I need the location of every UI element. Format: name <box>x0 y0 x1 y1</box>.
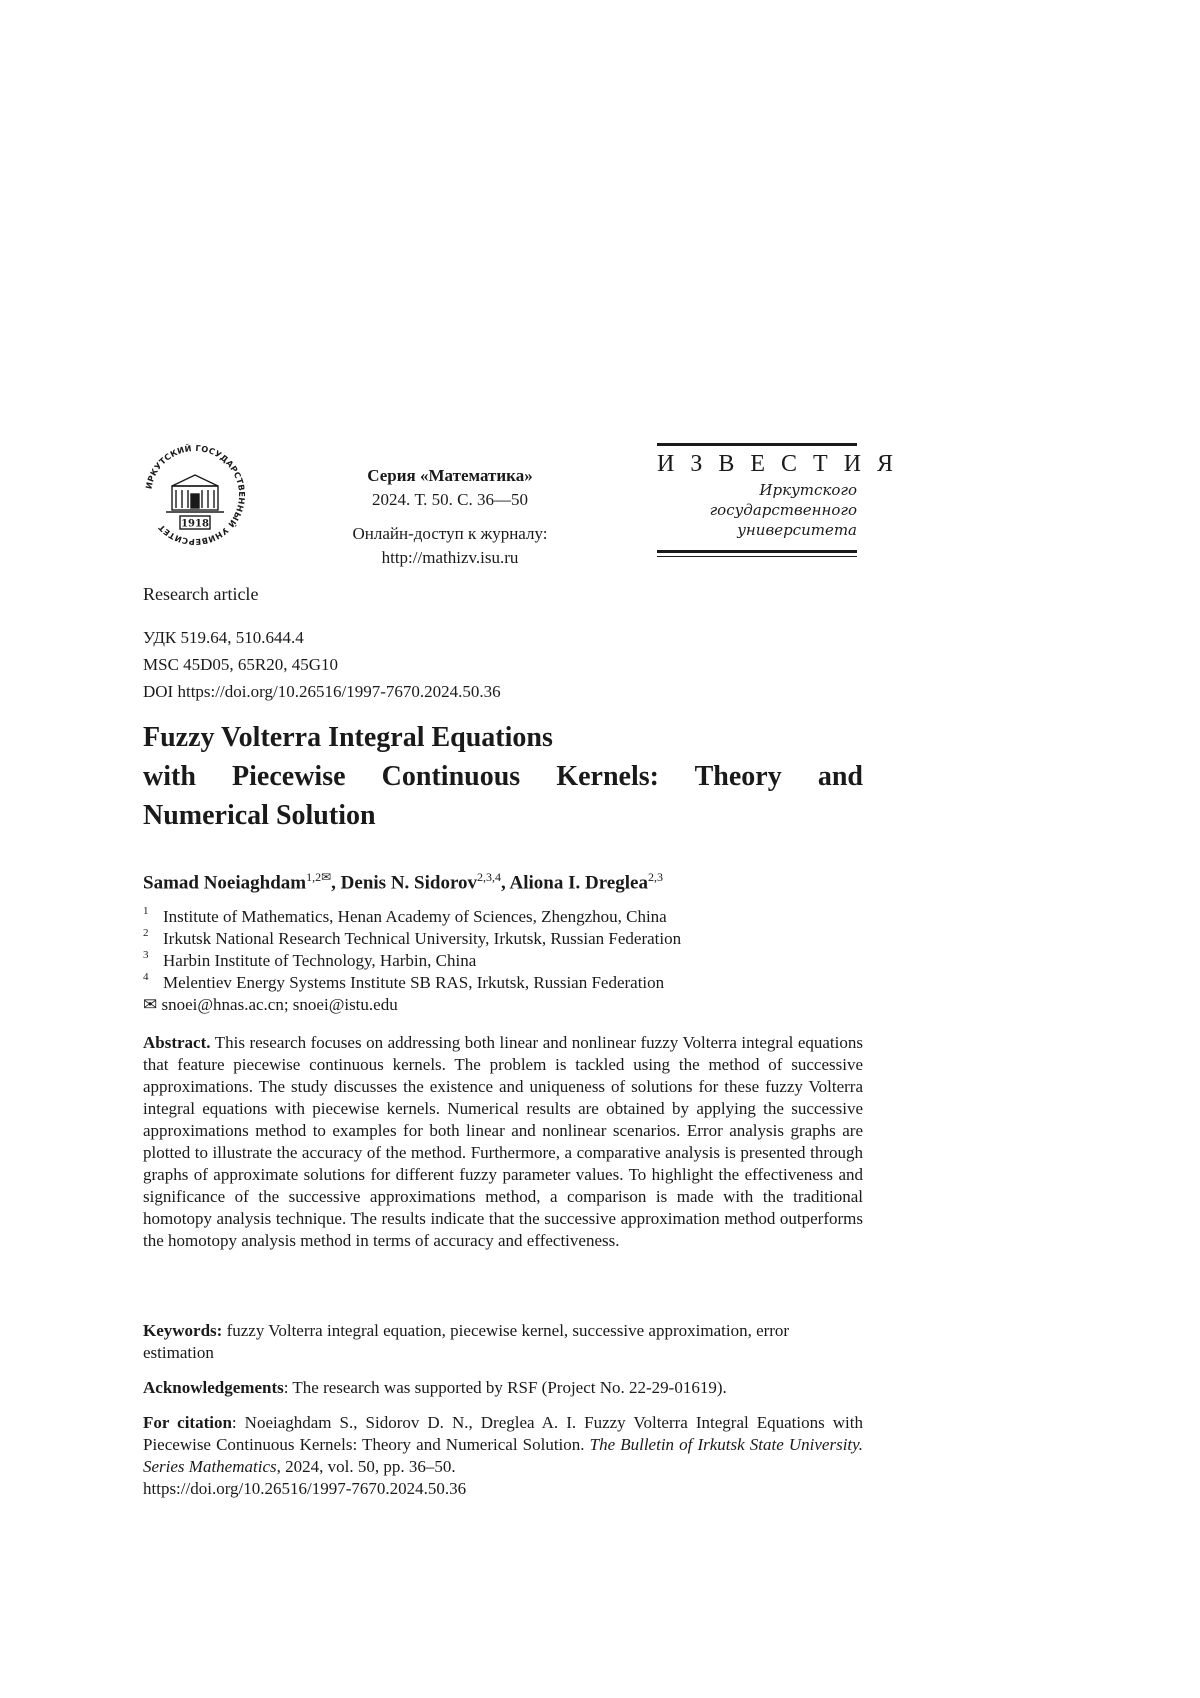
affiliation-item <box>143 928 681 950</box>
author-name: Denis N. Sidorov <box>341 872 477 893</box>
series-info <box>300 464 600 570</box>
abstract <box>143 1032 863 1252</box>
author-name: Aliona I. Dreglea <box>510 872 648 893</box>
keywords-label: Keywords: <box>143 1321 222 1340</box>
citation-doi-link[interactable]: https://doi.org/10.26516/1997-7670.2024.50.36 <box>143 1479 466 1498</box>
author-name: Samad Noeiaghdam <box>143 872 306 893</box>
masthead-rule <box>657 443 857 446</box>
acknowledgements-label: Acknowledgements <box>143 1378 284 1397</box>
affiliation-item <box>143 972 681 994</box>
citation-text: : Noeiaghdam S., Sidorov D. N., Dreglea A. I. Fuzzy Volterra Integral Equations with Piecewise Continuous Kernels: Theory and Numerical Solution. <box>143 1413 863 1454</box>
article-type: Research article <box>143 584 258 605</box>
affiliation-item <box>143 906 681 928</box>
title-line: Numerical Solution <box>143 796 863 835</box>
logo-year: 1918 <box>181 519 209 530</box>
title-line: with Piecewise Continuous Kernels: Theory and <box>143 757 863 796</box>
affiliation-number: 4 <box>143 966 163 988</box>
masthead-rule <box>657 550 857 553</box>
affiliation-text: Melentiev Energy Systems Institute SB RAS, Irkutsk, Russian Federation <box>163 972 664 994</box>
online-access-label: Онлайн-доступ к журналу: <box>300 522 600 546</box>
keywords <box>143 1320 863 1364</box>
logo-ring-text: ИРКУТСКИЙ ГОСУДАРСТВЕННЫЙ УНИВЕРСИТЕТ <box>143 442 247 547</box>
journal-title: И З В Е С Т И Я <box>657 450 857 478</box>
journal-subtitle-1: Иркутского <box>657 482 857 498</box>
affiliation-text: Harbin Institute of Technology, Harbin, China <box>163 950 476 972</box>
article-identifiers <box>143 624 501 705</box>
affiliation-text: Institute of Mathematics, Henan Academy of Sciences, Zhengzhou, China <box>163 906 667 928</box>
series-issue: 2024. Т. 50. С. 36—50 <box>300 488 600 512</box>
series-title: Серия «Математика» <box>300 464 600 488</box>
journal-url[interactable]: http://mathizv.isu.ru <box>300 546 600 570</box>
udk-code: УДК 519.64, 510.644.4 <box>143 624 501 651</box>
msc-code: MSC 45D05, 65R20, 45G10 <box>143 651 501 678</box>
affiliation-item <box>143 950 681 972</box>
author-list <box>143 870 863 894</box>
title-line: Fuzzy Volterra Integral Equations <box>143 718 863 757</box>
affiliation-text: Irkutsk National Research Technical University, Irkutsk, Russian Federation <box>163 928 681 950</box>
affiliation-number: 1 <box>143 900 163 922</box>
university-logo <box>142 442 248 548</box>
keywords-text: fuzzy Volterra integral equation, piecewise kernel, successive approximation, error estimation <box>143 1321 789 1362</box>
acknowledgements <box>143 1377 863 1399</box>
author-affil-mark: 2,3,4 <box>477 870 501 884</box>
author-separator: , <box>331 872 341 893</box>
masthead-rule <box>657 556 857 557</box>
journal-masthead <box>657 443 857 557</box>
doi-link[interactable]: DOI https://doi.org/10.26516/1997-7670.2024.50.36 <box>143 678 501 705</box>
abstract-text: This research focuses on addressing both linear and nonlinear fuzzy Volterra integral equations that feature piecewise continuous kernels. The problem is tackled using the method of successive approximations. The study discusses the existence and uniqueness of solutions for these fuzzy Volterra integral equations with piecewise kernels. Numerical results are obtained by applying the successive approximations method to examples for both linear and nonlinear scenarios. Error analysis graphs are plotted to illustrate the accuracy of the method. Furthermore, a comparative analysis is presented through graphs of approximate solutions for different fuzzy parameter values. To highlight the effectiveness and significance of the successive approximations method, a comparison is made with the traditional homotopy analysis technique. The results indicate that the successive approximation method outperforms the homotopy analysis method in terms of accuracy and effectiveness. <box>143 1033 863 1250</box>
journal-subtitle-2: государственного <box>657 502 857 518</box>
abstract-label: Abstract. <box>143 1033 211 1052</box>
author-affil-mark: 1,2✉ <box>306 870 331 884</box>
citation-details: , 2024, vol. 50, pp. 36–50. <box>277 1457 456 1476</box>
author-separator: , <box>501 872 509 893</box>
citation <box>143 1412 863 1500</box>
university-seal-icon <box>142 442 248 548</box>
article-title <box>143 718 863 835</box>
affiliation-number: 2 <box>143 922 163 944</box>
citation-label: For citation <box>143 1413 232 1432</box>
affiliations <box>143 906 681 1016</box>
acknowledgements-text: : The research was supported by RSF (Project No. 22-29-01619). <box>284 1378 727 1397</box>
citation-journal: The Bulletin of Irkutsk State University. Series Mathematics <box>143 1435 863 1476</box>
affiliation-number: 3 <box>143 944 163 966</box>
journal-subtitle-3: университета <box>657 522 857 538</box>
author-affil-mark: 2,3 <box>648 870 663 884</box>
email-contacts[interactable]: ✉ snoei@hnas.ac.cn; snoei@istu.edu <box>143 994 681 1016</box>
